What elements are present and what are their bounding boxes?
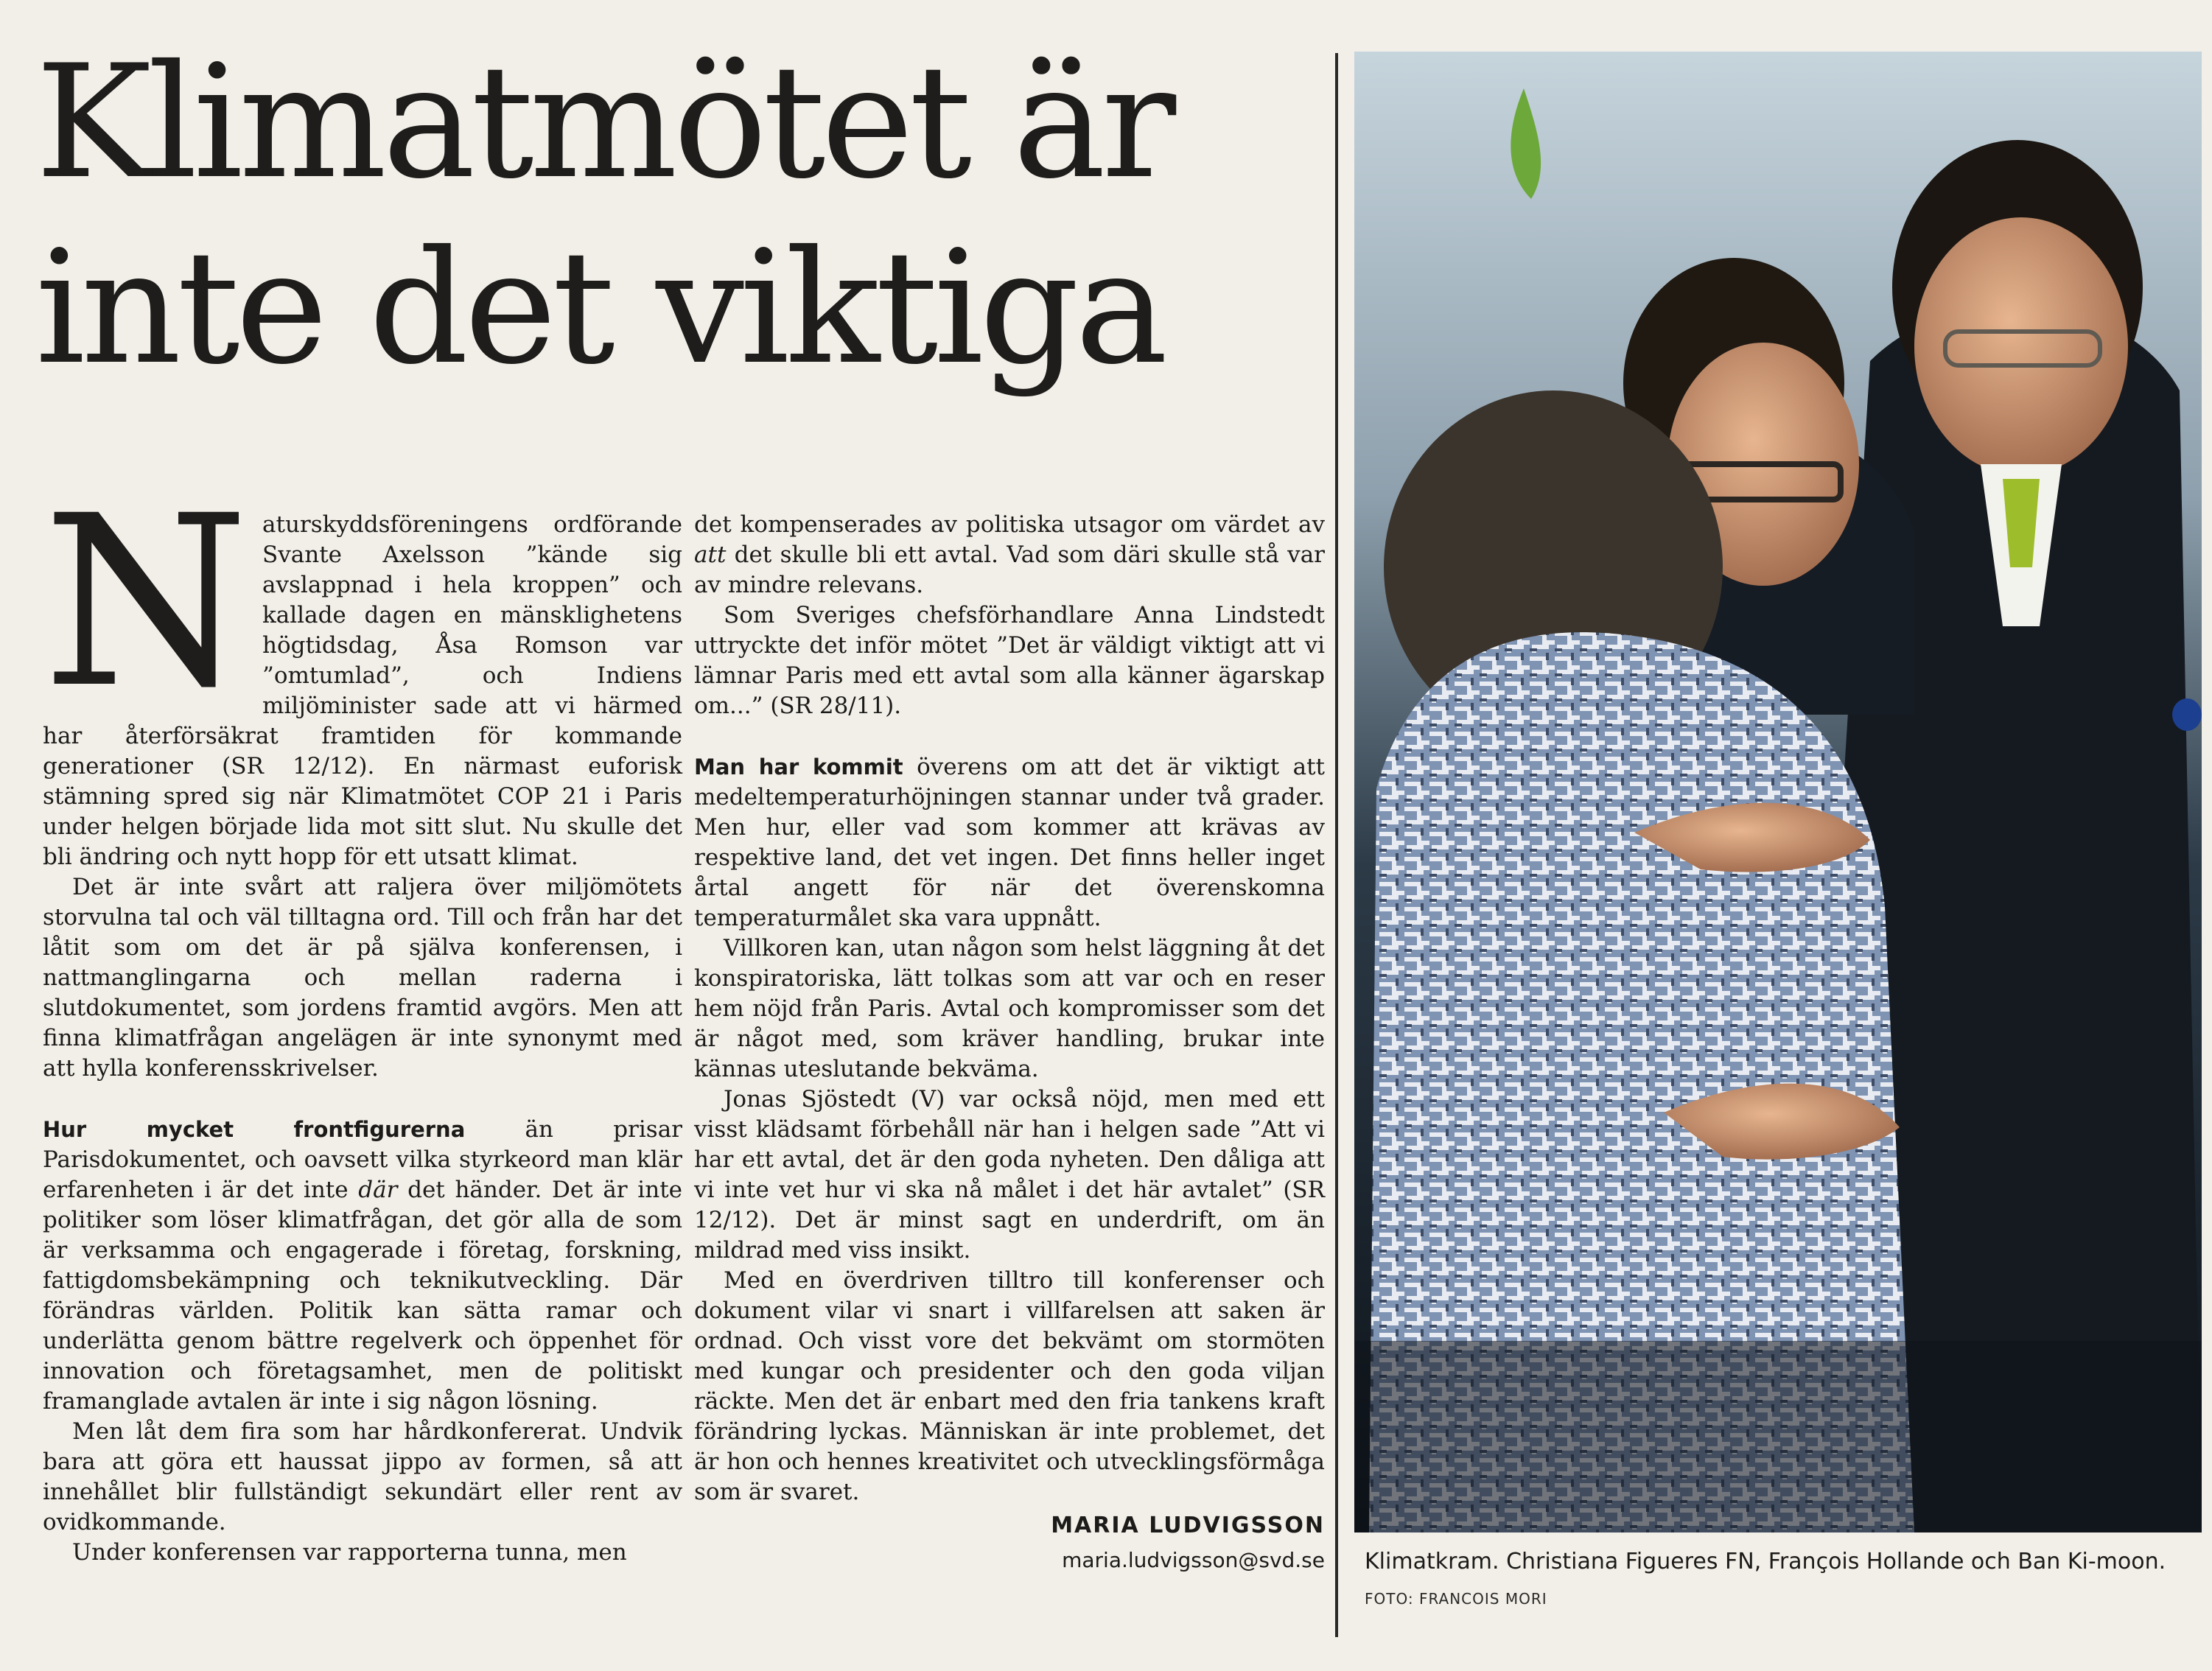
article-column-2: [694, 510, 1325, 1575]
paragraph: det kompenserades av politiska utsagor om värdet av att det skulle bli ett avtal. Vad som däri skulle stå var av mindre relevans.: [694, 511, 1325, 598]
photo-caption: Klimatkram. Christiana Figueres FN, François Hollande och Ban Ki-moon.: [1365, 1549, 2166, 1574]
article-column-1: [43, 466, 682, 1568]
byline: MARIA LUDVIGSSON: [1051, 1513, 1325, 1538]
paragraph: Jonas Sjöstedt (V) var också nöjd, men med ett visst klädsamt förbehåll när han i helgen sade ”Att vi har ett avtal, det är den goda nyheten. Den dåliga att vi inte vet hur vi ska nå målet i det här avtalet” (SR 12/12). Det är minst sagt en underdrift, om än mildrad med viss insikt.: [694, 1086, 1325, 1264]
paragraph-lead-in: Man har kommit: [694, 754, 903, 780]
paragraph: Hur mycket frontfigurerna än prisar Parisdokumentet, och oavsett vilka styrkeord man klär erfarenheten i är det inte där det händer. Det är inte politiker som löser klimatfrågan, det gör alla de som är verksamma och engagerade i företag, forskning, fattigdomsbekämpning och teknikutveckling. Där förändras världen. Politik kan sätta ramar och underlätta genom bättre regelverk och öppenhet för innovation och företagsamhet, men de politiskt framanglade avtalen är inte i sig någon lösning.: [43, 1116, 682, 1415]
paragraph: Under konferensen var rapporterna tunna, men: [72, 1539, 627, 1566]
paragraph-intro: aturskyddsföreningens ordförande Svante Axelsson ”kände sig avslappnad i hela kroppen” och kallade dagen en mänsklighetens högtidsdag, Åsa Romson var ”omtumlad”, och Indiens miljöminister sade att vi härmed har återförsäkrat framtiden för kommande generationer (SR 12/12). En närmast euforisk stämning spred sig när Klimatmötet COP 21 i Paris under helgen började lida mot sitt slut. Nu skulle det bli ändring och nytt hopp för ett utsatt klimat.: [43, 511, 682, 870]
drop-cap: N: [43, 466, 249, 740]
author-email: maria.ludvigsson@svd.se: [1062, 1548, 1325, 1572]
paragraph: Man har kommit överens om att det är viktigt att medeltemperaturhöjningen stannar under två grader. Men hur, eller vad som kommer att krävas av respektive land, det vet ingen. Det finns heller inget årtal angett för när det överenskomna temperaturmålet ska vara uppnått.: [694, 754, 1325, 931]
news-photo: [1354, 52, 2202, 1532]
paragraph: Villkoren kan, utan någon som helst läggning åt det konspiratoriska, lätt tolkas som att var och en reser hem nöjd från Paris. Avtal och kompromisser som det är något med, som kräver handling, brukar inte kännas uteslutande bekväma.: [694, 935, 1325, 1082]
paragraph: Men låt dem fira som har hårdkonfererat. Undvik bara att göra ett haussat jippo av formen, så att innehållet blir fullständigt sekundärt eller rent av ovidkommande.: [43, 1418, 682, 1535]
headline: Klimatmötet är inte det viktiga: [35, 31, 1172, 399]
paragraph-lead-in: Hur mycket frontfigurerna: [43, 1117, 466, 1142]
photo-illustration: [1354, 52, 2202, 1532]
paragraph: Som Sveriges chefsförhandlare Anna Lindstedt uttryckte det inför mötet ”Det är väldigt viktigt att vi lämnar Paris med ett avtal som alla känner ägarskap om...” (SR 28/11).: [694, 602, 1325, 719]
column-divider: [1335, 53, 1338, 1637]
paragraph: Med en överdriven tilltro till konferenser och dokument vilar vi snart i villfarelsen att saken är ordnad. Och visst vore det bekvämt om stormöten med kungar och presidenter och den goda viljan räckte. Men det är enbart med den fria tankens kraft förändring lyckas. Människan är inte problemet, det är hon och hennes kreativitet och utvecklingsförmåga som är svaret.: [694, 1267, 1325, 1505]
paragraph: Det är inte svårt att raljera över miljömötets storvulna tal och väl tilltagna ord. Till och från har det låtit som om det är på själva konferensen, i nattmanglingarna och mellan raderna i slutdokumentet, som jordens framtid avgörs. Men att finna klimatfrågan angelägen är inte synonymt med att hylla konferensskrivelser.: [43, 874, 682, 1082]
photo-credit: FOTO: FRANCOIS MORI: [1365, 1590, 1547, 1608]
